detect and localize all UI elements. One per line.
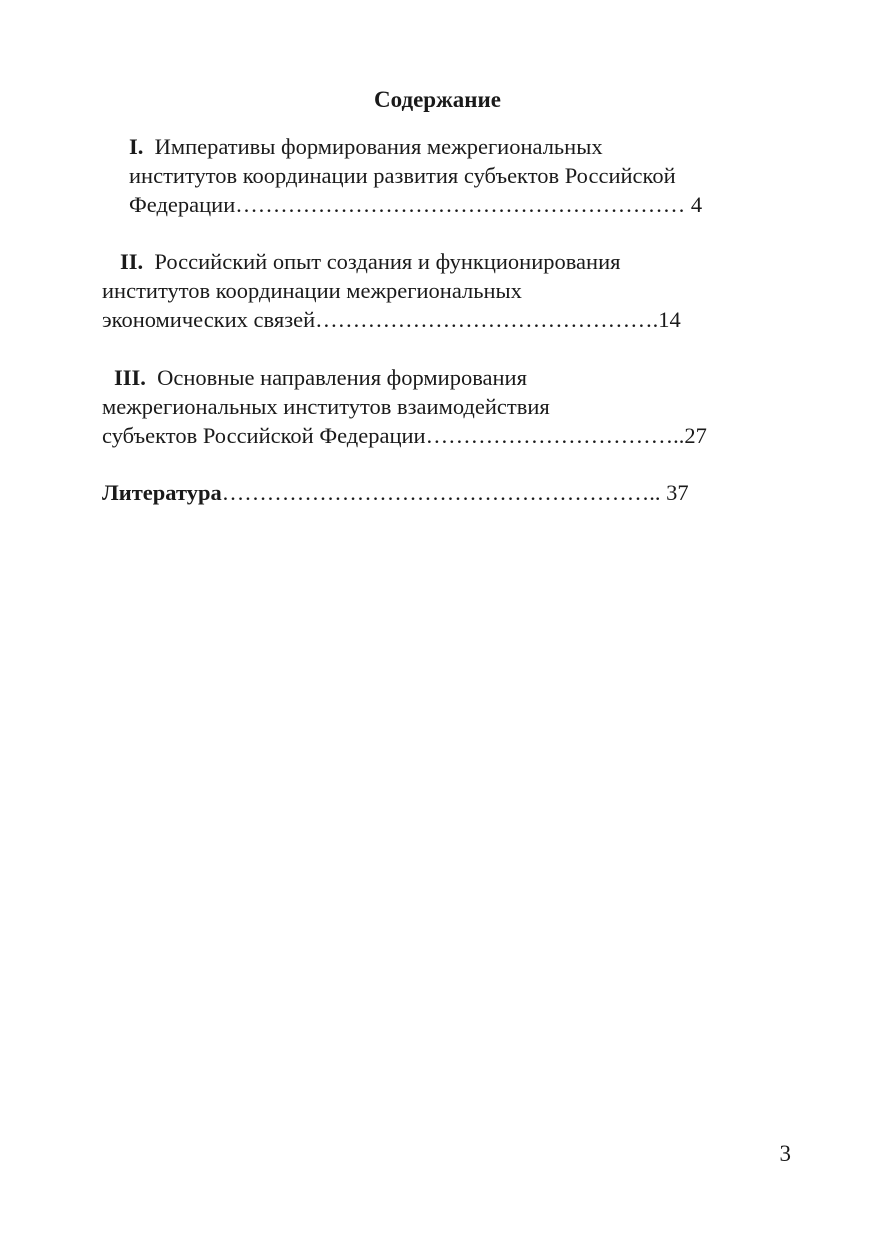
toc-entry-1-page: 4 — [690, 192, 703, 217]
toc-entry-3-title-line-1: Основные направления формирования — [157, 365, 527, 390]
toc-entry-1-title-line-1: Императивы формирования межрегиональных — [154, 134, 603, 159]
toc-entry-2-page: 14 — [658, 307, 681, 332]
toc-entry-3-line-3 — [102, 421, 707, 450]
toc-entry-literature-page: 37 — [666, 480, 689, 505]
toc-entry-1-title-line-2: институтов координации развития субъектов Российской — [129, 163, 676, 188]
toc-entry-3-title-line-3: субъектов Российской Федерации — [102, 423, 426, 448]
toc-entry-literature-leader: ………………………………………………….. — [221, 480, 661, 505]
toc-entry-1-line-3 — [129, 190, 702, 219]
toc-entry-3-line-1 — [114, 363, 527, 392]
toc-entry-1-leader: …………………………………………………… — [235, 192, 686, 217]
toc-entry-2-title-line-3: экономических связей — [102, 307, 316, 332]
toc-entry-1-title-line-3: Федерации — [129, 192, 236, 217]
toc-entry-2-line-1 — [120, 247, 620, 276]
toc-entry-3-numeral: III. — [114, 365, 146, 390]
toc-entry-2-leader: ………………………………………. — [315, 307, 659, 332]
toc-entry-2-line-3 — [102, 305, 681, 334]
toc-entry-1-line-2 — [129, 161, 676, 190]
toc-entry-literature-line — [102, 478, 689, 507]
toc-entry-3-page: 27 — [684, 423, 707, 448]
toc-entry-literature-title: Литература — [102, 480, 222, 505]
toc-entry-1-line-1 — [129, 132, 603, 161]
toc-entry-3-leader: …………………………….. — [425, 423, 685, 448]
toc-entry-3-line-2 — [102, 392, 550, 421]
page-number: 3 — [779, 1141, 791, 1166]
toc-entry-2-title-line-1: Российский опыт создания и функционирования — [154, 249, 621, 274]
toc-entry-2-title-line-2: институтов координации межрегиональных — [102, 278, 522, 303]
toc-entry-2-numeral: II. — [120, 249, 144, 274]
toc-entry-2-line-2 — [102, 276, 522, 305]
toc-entry-3-title-line-2: межрегиональных институтов взаимодействия — [102, 394, 550, 419]
page-title: Содержание — [374, 87, 501, 112]
toc-entry-1-numeral: I. — [129, 134, 144, 159]
